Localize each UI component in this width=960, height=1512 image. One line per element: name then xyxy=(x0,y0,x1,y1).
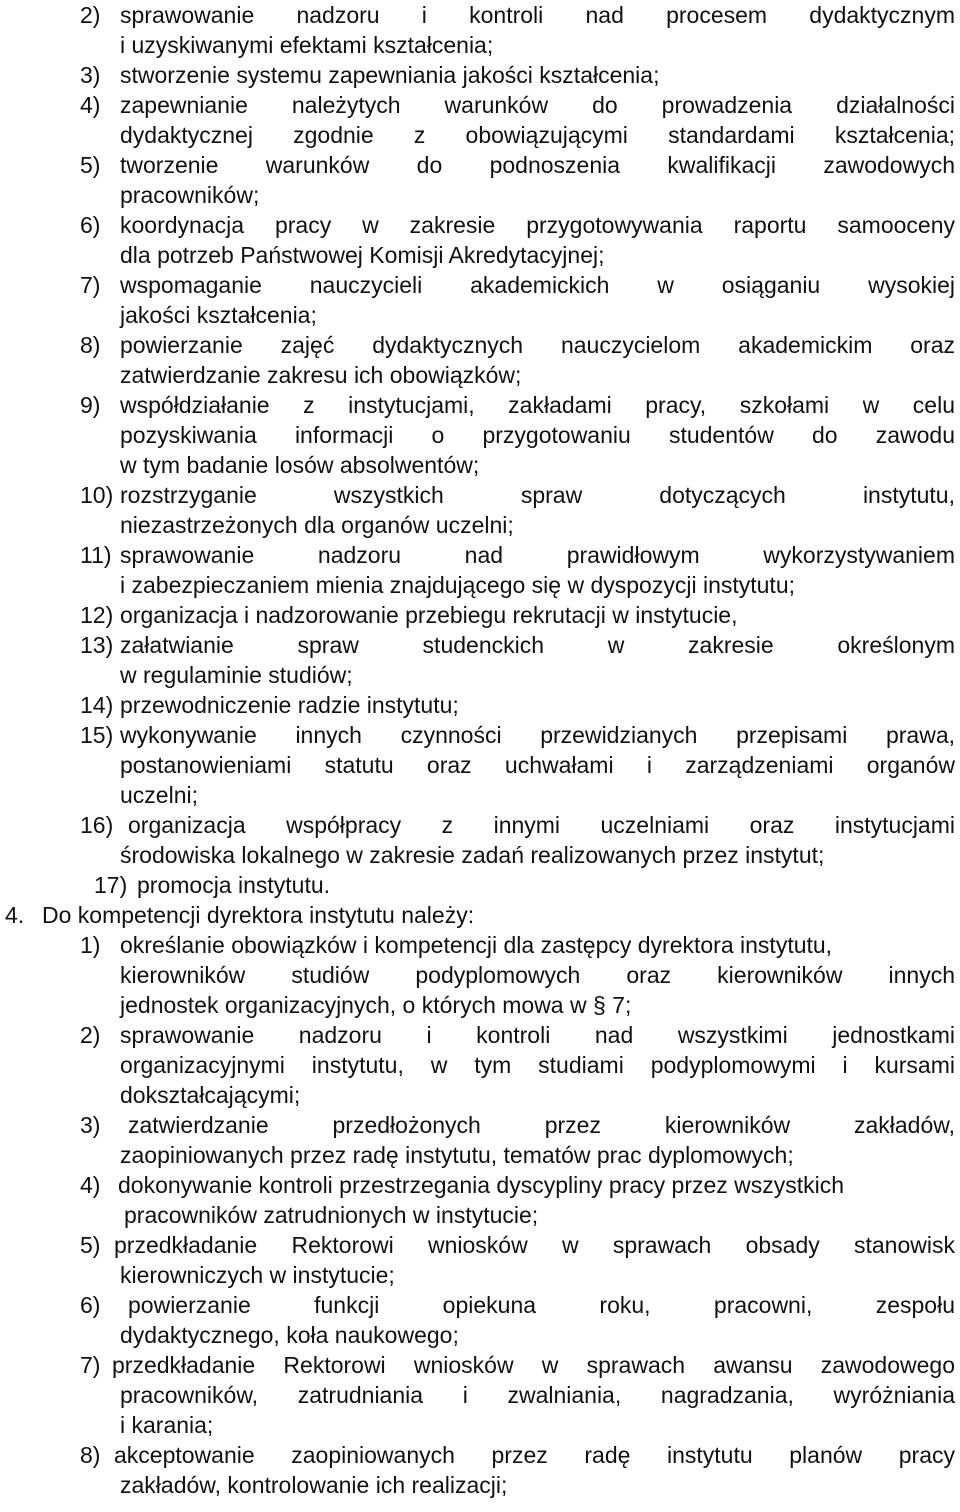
text-line xyxy=(0,750,960,780)
item-text: zatwierdzanie zakresu ich obowiązków; xyxy=(120,362,522,388)
item-text: zaopiniowanych przez radę instytutu, tematów prac dyplomowych; xyxy=(120,1142,794,1168)
item-text: powierzanie zajęć dydaktycznych nauczycielom akademickim oraz xyxy=(120,332,955,358)
item-text: niezastrzeżonych dla organów uczelni; xyxy=(120,512,514,538)
text-line xyxy=(0,420,960,450)
text-line xyxy=(0,180,960,210)
item-text: zapewnianie należytych warunków do prowadzenia działalności xyxy=(120,92,955,118)
text-line xyxy=(0,300,960,330)
item-number: 11) xyxy=(80,542,112,568)
item-text: współdziałanie z instytucjami, zakładami pracy, szkołami w celu xyxy=(120,392,955,418)
text-line xyxy=(0,1020,960,1050)
item-number: 15) xyxy=(80,722,114,748)
item-text: jednostek organizacyjnych, o których mowa w § 7; xyxy=(120,992,632,1018)
item-number: 14) xyxy=(80,692,114,718)
text-line xyxy=(0,1440,960,1470)
item-number: 17) xyxy=(94,872,128,898)
item-number: 16) xyxy=(80,812,114,838)
text-line xyxy=(0,1230,960,1260)
item-text: określanie obowiązków i kompetencji dla zastępcy dyrektora instytutu, xyxy=(120,932,833,958)
item-text: w tym badanie losów absolwentów; xyxy=(120,452,480,478)
text-line xyxy=(0,1410,960,1440)
item-text: akceptowanie zaopiniowanych przez radę instytutu planów pracy xyxy=(114,1442,955,1468)
item-text: przedkładanie Rektorowi wniosków w sprawach obsady stanowisk xyxy=(114,1232,955,1258)
item-text: dokonywanie kontroli przestrzegania dyscypliny pracy przez wszystkich xyxy=(118,1172,845,1198)
text-line xyxy=(0,1260,960,1290)
text-line xyxy=(0,990,960,1020)
text-line xyxy=(0,1080,960,1110)
text-line xyxy=(0,240,960,270)
text-line xyxy=(0,1350,960,1380)
text-line xyxy=(0,1170,960,1200)
item-text: promocja instytutu. xyxy=(137,872,331,898)
text-line xyxy=(0,0,960,30)
text-line xyxy=(0,450,960,480)
item-text: wspomaganie nauczycieli akademickich w osiąganiu wysokiej xyxy=(120,272,955,298)
text-line xyxy=(0,510,960,540)
item-text: kierowników studiów podyplomowych oraz kierowników innych xyxy=(120,962,955,988)
text-line xyxy=(0,210,960,240)
item-text: koordynacja pracy w zakresie przygotowywania raportu samooceny xyxy=(120,212,955,238)
text-line xyxy=(0,1050,960,1080)
item-text: jakości kształcenia; xyxy=(120,302,317,328)
text-line xyxy=(0,780,960,810)
item-text: przedkładanie Rektorowi wniosków w sprawach awansu zawodowego xyxy=(112,1352,955,1378)
item-text: zatwierdzanie przedłożonych przez kierowników zakładów, xyxy=(128,1112,955,1138)
item-number: 5) xyxy=(80,152,101,178)
item-text: organizacyjnymi instytutu, w tym studiami podyplomowymi i kursami xyxy=(120,1052,955,1078)
text-line xyxy=(0,1470,960,1500)
item-text: dokształcającymi; xyxy=(120,1082,301,1108)
text-line xyxy=(0,810,960,840)
item-text: sprawowanie nadzoru i kontroli nad procesem dydaktycznym xyxy=(120,2,955,28)
item-text: organizacja i nadzorowanie przebiegu rekrutacji w instytucie, xyxy=(120,602,738,628)
item-text: w regulaminie studiów; xyxy=(120,662,353,688)
item-text: dydaktycznego, koła naukowego; xyxy=(120,1322,459,1348)
item-text: postanowieniami statutu oraz uchwałami i zarządzeniami organów xyxy=(120,752,955,778)
text-line xyxy=(0,960,960,990)
item-text: i karania; xyxy=(120,1412,214,1438)
item-text: pracowników, zatrudniania i zwalniania, nagradzania, wyróżniania xyxy=(120,1382,955,1408)
item-number: 4) xyxy=(80,1172,101,1198)
text-line xyxy=(0,570,960,600)
item-number: 8) xyxy=(80,332,101,358)
text-line xyxy=(0,1290,960,1320)
item-text: organizacja współpracy z innymi uczelniami oraz instytucjami xyxy=(128,812,955,838)
item-text: pracowników zatrudnionych w instytucie; xyxy=(124,1202,539,1228)
item-text: sprawowanie nadzoru i kontroli nad wszystkimi jednostkami xyxy=(120,1022,955,1048)
item-number: 1) xyxy=(80,932,101,958)
item-number: 13) xyxy=(80,632,114,658)
item-text: i zabezpieczaniem mienia znajdującego się w dyspozycji instytutu; xyxy=(120,572,796,598)
text-line xyxy=(0,1320,960,1350)
item-text: uczelni; xyxy=(120,782,198,808)
item-text: pracowników; xyxy=(120,182,260,208)
item-text: zakładów, kontrolowanie ich realizacji; xyxy=(120,1472,508,1498)
item-number: 4. xyxy=(5,902,25,928)
item-text: tworzenie warunków do podnoszenia kwalifikacji zawodowych xyxy=(120,152,955,178)
text-line xyxy=(0,1200,960,1230)
text-line xyxy=(0,360,960,390)
item-text: sprawowanie nadzoru nad prawidłowym wykorzystywaniem xyxy=(120,542,955,568)
item-number: 2) xyxy=(80,1022,101,1048)
item-text: załatwianie spraw studenckich w zakresie określonym xyxy=(120,632,955,658)
text-line xyxy=(0,600,960,630)
item-text: i uzyskiwanymi efektami kształcenia; xyxy=(120,32,494,58)
text-line xyxy=(0,390,960,420)
item-number: 8) xyxy=(80,1442,101,1468)
item-number: 6) xyxy=(80,212,101,238)
text-line xyxy=(0,270,960,300)
text-line xyxy=(0,120,960,150)
item-number: 2) xyxy=(80,2,101,28)
item-text: dydaktycznej zgodnie z obowiązującymi standardami kształcenia; xyxy=(120,122,955,148)
text-line xyxy=(0,870,960,900)
text-line xyxy=(0,330,960,360)
text-line xyxy=(0,1380,960,1410)
text-line xyxy=(0,150,960,180)
item-number: 5) xyxy=(80,1232,101,1258)
text-line xyxy=(0,30,960,60)
item-text: powierzanie funkcji opiekuna roku, pracowni, zespołu xyxy=(128,1292,955,1318)
item-number: 6) xyxy=(80,1292,101,1318)
item-text: dla potrzeb Państwowej Komisji Akredytacyjnej; xyxy=(120,242,605,268)
item-text: rozstrzyganie wszystkich spraw dotyczących instytutu, xyxy=(120,482,955,508)
item-number: 4) xyxy=(80,92,101,118)
text-line xyxy=(0,480,960,510)
text-line xyxy=(0,720,960,750)
item-number: 7) xyxy=(80,272,101,298)
text-line xyxy=(0,930,960,960)
text-line xyxy=(0,660,960,690)
item-number: 3) xyxy=(80,1112,101,1138)
item-number: 7) xyxy=(80,1352,101,1378)
text-line xyxy=(0,1140,960,1170)
item-number: 10) xyxy=(80,482,114,508)
item-text: stworzenie systemu zapewniania jakości kształcenia; xyxy=(120,62,660,88)
item-number: 12) xyxy=(80,602,114,628)
text-line xyxy=(0,540,960,570)
item-number: 9) xyxy=(80,392,101,418)
text-line xyxy=(0,90,960,120)
text-line xyxy=(0,690,960,720)
item-number: 3) xyxy=(80,62,101,88)
item-text: kierowniczych w instytucie; xyxy=(120,1262,395,1288)
text-line xyxy=(0,630,960,660)
text-line xyxy=(0,60,960,90)
text-line xyxy=(0,840,960,870)
item-text: środowiska lokalnego w zakresie zadań realizowanych przez instytut; xyxy=(120,842,825,868)
text-line xyxy=(0,1110,960,1140)
item-text: pozyskiwania informacji o przygotowaniu studentów do zawodu xyxy=(120,422,955,448)
text-line xyxy=(0,900,960,930)
item-text: przewodniczenie radzie instytutu; xyxy=(120,692,459,718)
item-text: wykonywanie innych czynności przewidzianych przepisami prawa, xyxy=(120,722,955,748)
item-text: Do kompetencji dyrektora instytutu należy: xyxy=(42,902,475,928)
